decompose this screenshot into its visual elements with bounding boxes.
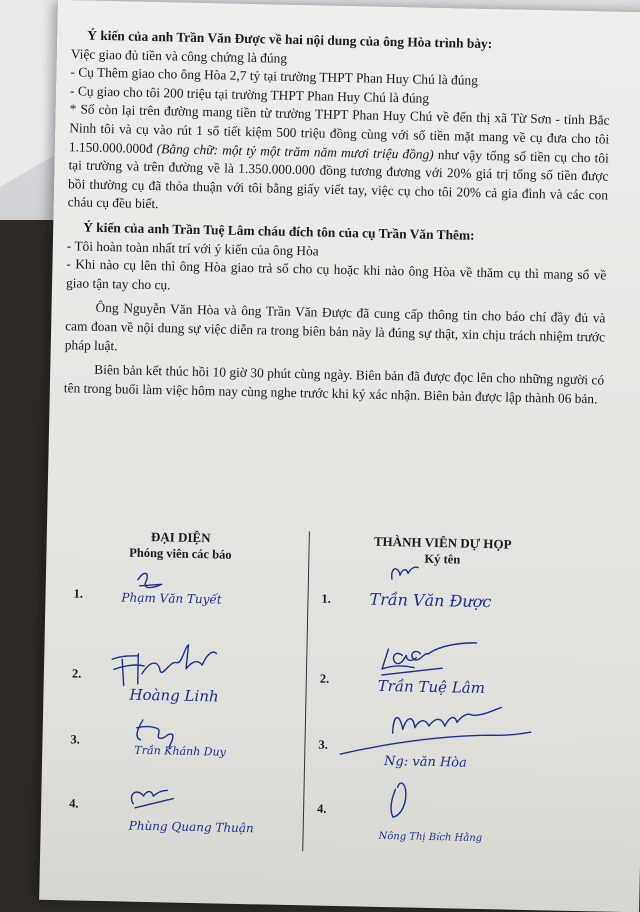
signature-thanh-vien-4	[354, 772, 566, 856]
signature-name: Hoàng Linh	[129, 685, 219, 706]
signature-number: 2.	[71, 666, 82, 681]
signature-phong-vien-1	[103, 567, 294, 615]
signature-phong-vien-2	[107, 639, 298, 705]
representatives-column	[60, 526, 301, 565]
opinion-1-item: - Cụ giao cho tôi 200 triệu tại trường THPT Phan Huy Chú là đúng	[69, 83, 430, 106]
signature-number: 3.	[318, 737, 328, 752]
document-page	[39, 0, 640, 912]
amount-in-words: (Bằng chữ: một tỷ một trăm năm mươi triệu đồng)	[156, 140, 434, 162]
paragraph-text: * Số còn lại trên đường mang tiền từ trường THPT Phan Huy Chú về đến thị xã Từ Sơn - tỉnh Bắc Ninh tôi và cụ vào rút 1 sổ tiết kiệm 500 triệu đồng cùng với số tiền mặt mang về cụ đưa cho tôi 1.150.000.000đ	[68, 101, 610, 156]
signature-name: Phạm Văn Tuyết	[121, 590, 222, 607]
signature-phong-vien-3	[106, 711, 297, 765]
signature-number: 3.	[70, 732, 81, 747]
signature-number: 1.	[321, 591, 332, 606]
signature-thanh-vien-1	[351, 560, 552, 624]
signature-number: 2.	[319, 671, 330, 686]
opinion-2-item: - Khi nào cụ lên thì ông Hòa giao trả sổ cho cụ hoặc khi nào ông Hòa về thăm cụ thì mang sổ về giao tận tay cho cụ.	[65, 256, 607, 293]
signature-name: Ng: văn Hòa	[383, 753, 467, 771]
opinion-1-paragraph	[68, 101, 610, 224]
signature-name: Trần Tuệ Lâm	[377, 676, 486, 698]
signature-number: 4.	[316, 801, 327, 816]
signature-number: 4.	[69, 796, 79, 811]
signature-name: Trần Văn Được	[369, 589, 492, 612]
opinion-1-item: - Cụ Thêm giao cho ông Hòa 2,7 tỷ tại trường THPT Phan Huy Chú là đúng	[70, 64, 479, 88]
signature-name: Trần Khánh Duy	[134, 743, 226, 759]
representatives-title: ĐẠI DIỆN	[150, 529, 211, 546]
opinion-1-item: Việc giao đủ tiền và công chứng là đúng	[70, 45, 288, 66]
closing-paragraph: Biên bản kết thúc hồi 10 giờ 30 phút cùng ngày. Biên bản đã được đọc lên cho những người có tên trong buổi làm việc hôm nay cùng nghe trước khi ký xác nhận. Biên bản được lập thành 06 bản.	[63, 361, 605, 407]
closing-paragraph: Ông Nguyễn Văn Hòa và ông Trần Văn Được đã cung cấp thông tin cho báo chí đầy đủ và cam đoan về nội dung sự việc diễn ra trong biên bản này là đúng sự thật, xin chịu trách nhiệm trước pháp luật.	[64, 300, 606, 353]
signature-phong-vien-4	[99, 777, 300, 839]
paragraph-text: như vậy tổng số tiền cụ cho tôi tại trường và trên đường về là 1.350.000.000 đồng tương đương với 20% giá trị tổng số tiền được bồi thường cụ đã thỏa thuận với tôi bằng giấy viết tay, việc cụ cho tôi 20% cả gia đình và các con cháu cụ đều biết.	[67, 146, 609, 212]
signature-thanh-vien-3	[332, 702, 563, 777]
opinion-2-title: Ý kiến của anh Trần Tuệ Lâm cháu đích tôn của cụ Trần Văn Thêm:	[83, 219, 475, 243]
opinion-2-item: - Tôi hoàn toàn nhất trí với ý kiến của ông Hòa	[66, 237, 319, 259]
signature-name: Nông Thị Bích Hằng	[378, 830, 483, 845]
signature-thanh-vien-2	[347, 628, 558, 702]
opinion-1-title: Ý kiến của anh Trần Văn Được về hai nội dung của ông Hòa trình bày:	[87, 27, 493, 52]
members-subtitle: Ký tên	[424, 551, 461, 567]
signature-number: 1.	[73, 586, 84, 601]
representatives-subtitle: Phóng viên các báo	[129, 545, 232, 562]
column-divider	[302, 531, 310, 851]
signature-section	[54, 526, 601, 867]
document-body	[63, 26, 612, 845]
signature-name: Phùng Quang Thuận	[128, 818, 254, 836]
members-title: THÀNH VIÊN DỰ HỌP	[373, 533, 512, 552]
